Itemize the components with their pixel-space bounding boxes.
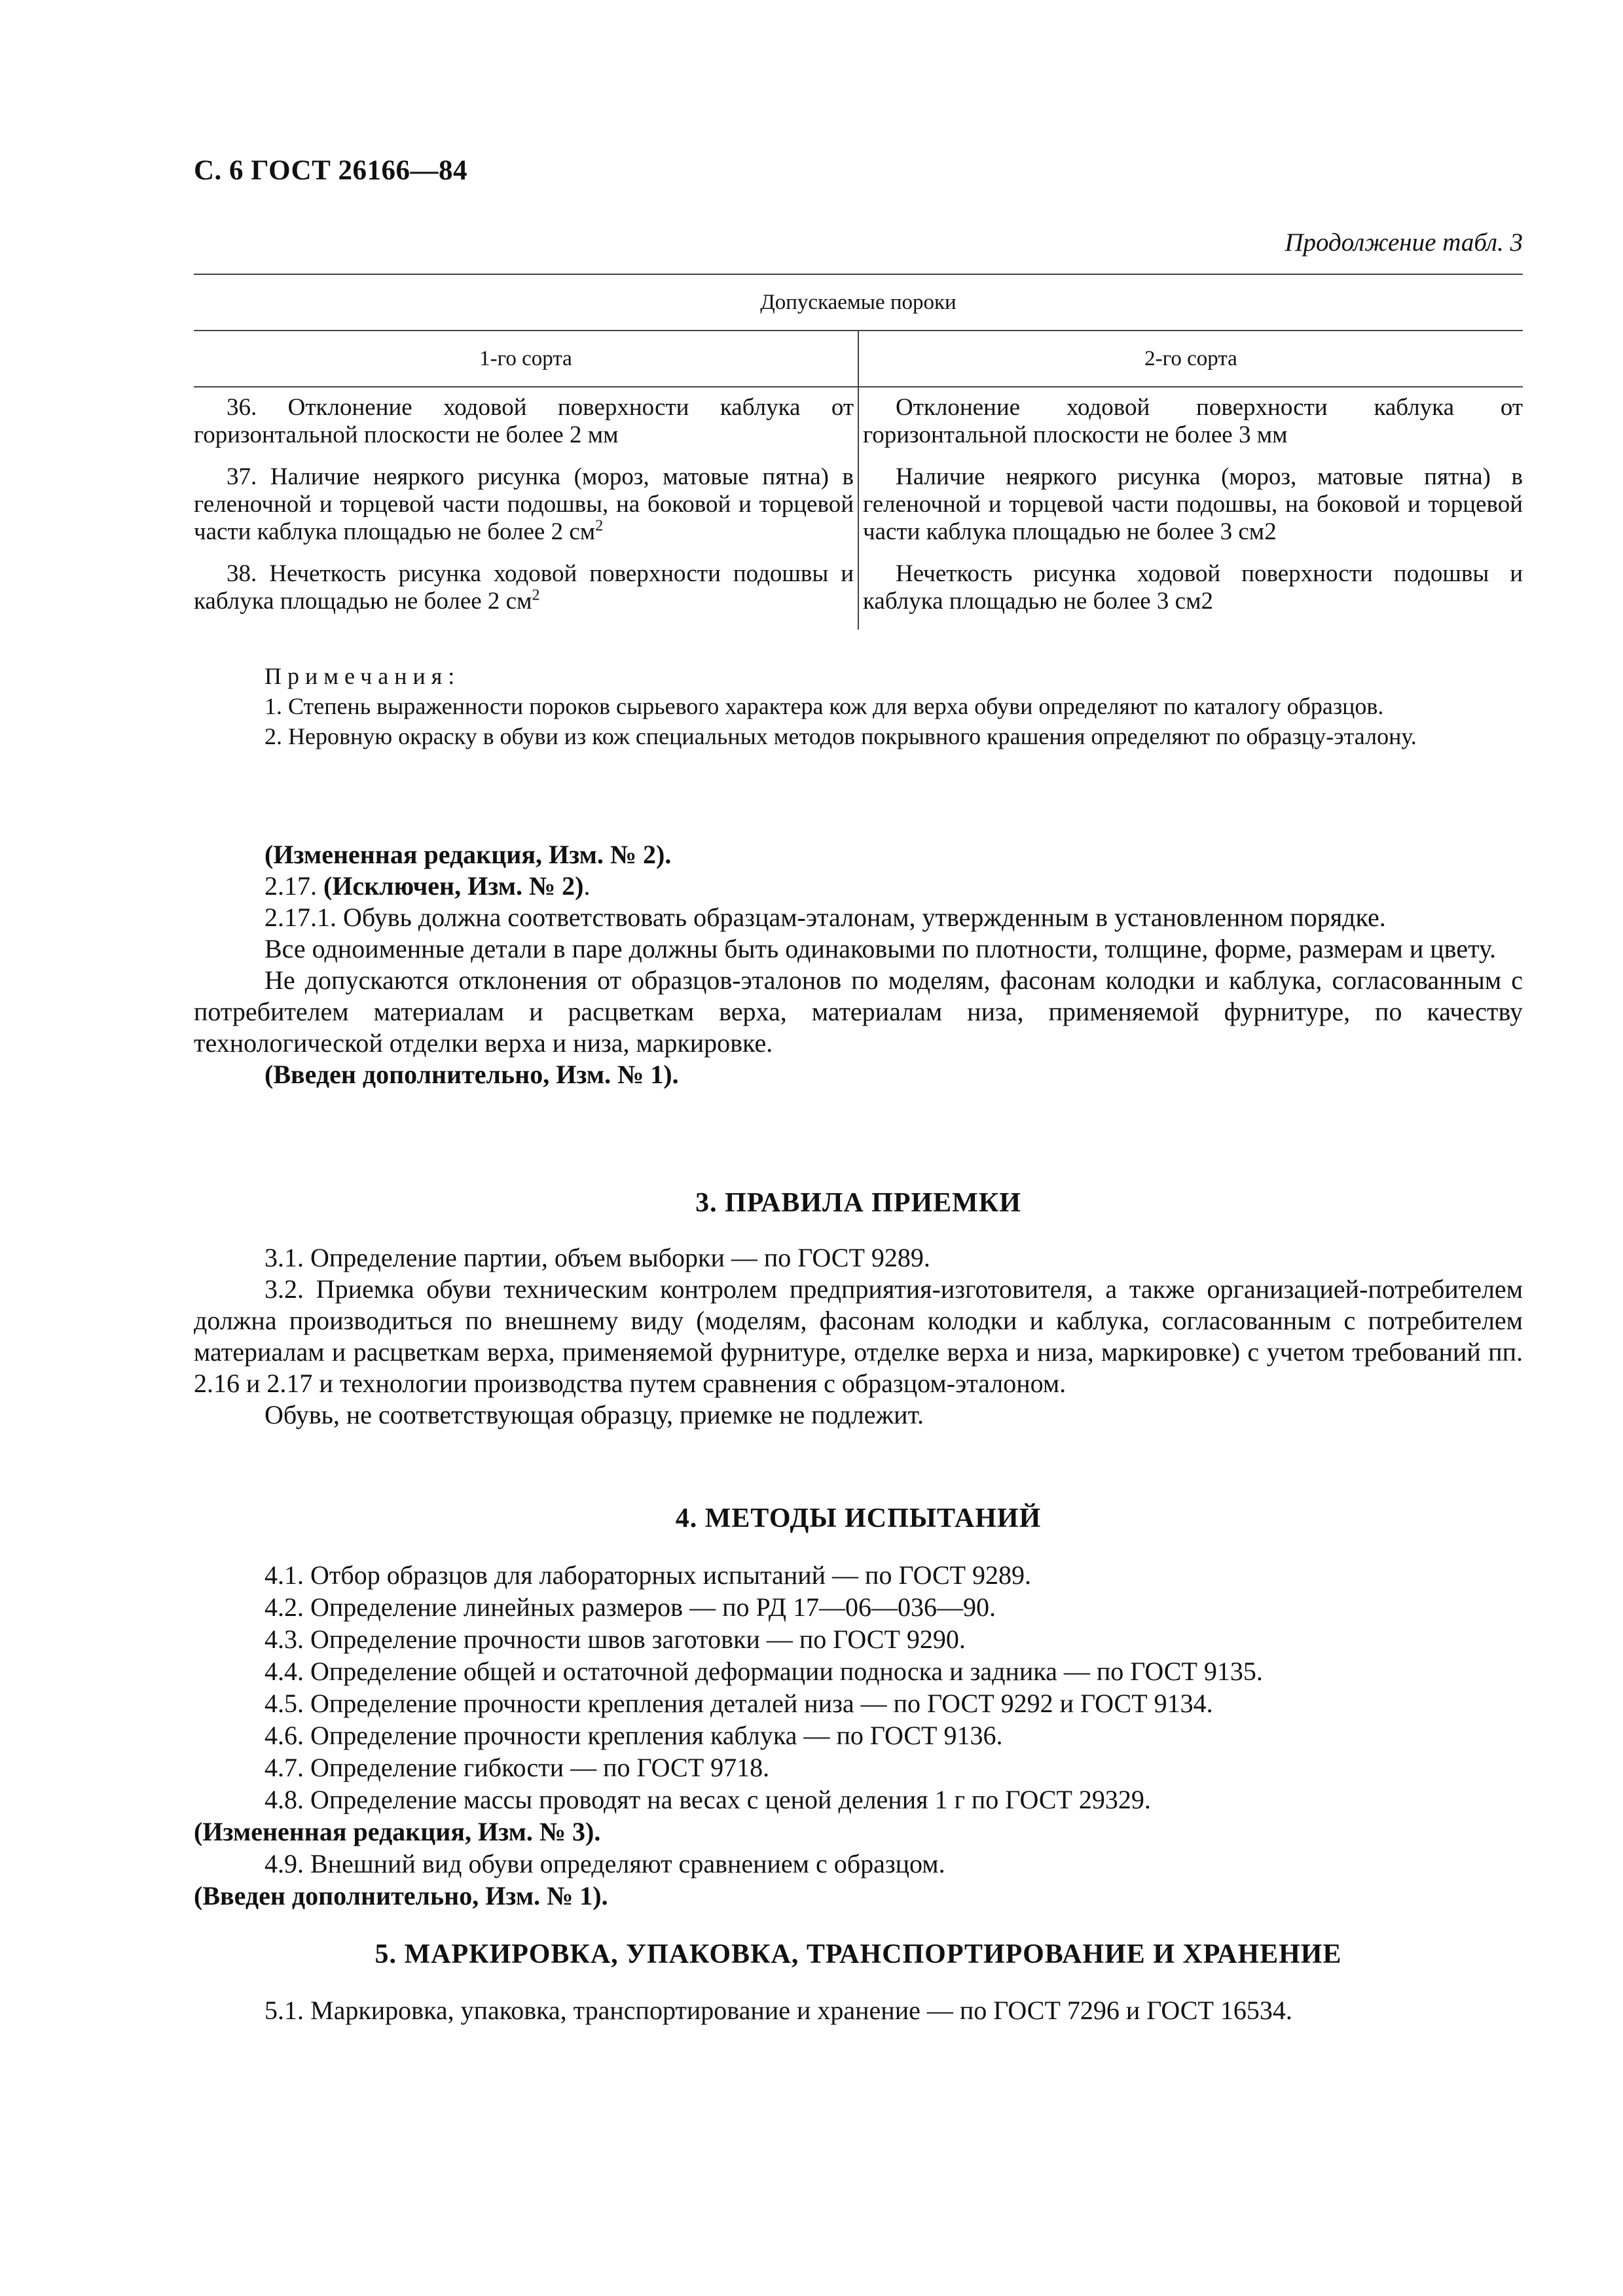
- table-group-header: Допускаемые пороки: [194, 274, 1523, 331]
- table-col1-header: 1-го сорта: [194, 331, 858, 387]
- list-item: 4.4. Определение общей и остаточной деформации подноска и задника — по ГОСТ 9135.: [264, 1657, 1263, 1686]
- paragraph-2-17-1: 2.17.1. Обувь должна соответствовать образцам-эталонам, утвержденным в установленном порядке.: [264, 903, 1386, 932]
- table-cell: [194, 560, 858, 630]
- note-item: 1. Степень выраженности пороков сырьевого характера кож для верха обуви определяют по каталогу образцов.: [264, 693, 1384, 719]
- page-header: С. 6 ГОСТ 26166—84: [194, 155, 468, 186]
- table-cell: Наличие неяркого рисунка (мороз, матовые пятна) в геленочной и торцевой части подошвы, на боковой и торцевой части каблука площадью не более 3 см2: [863, 463, 1523, 545]
- list-item: 4.5. Определение прочности крепления деталей низа — по ГОСТ 9292 и ГОСТ 9134.: [264, 1689, 1213, 1718]
- table-cell: Отклонение ходовой поверхности каблука от горизонтальной плоскости не более 3 мм: [863, 394, 1523, 448]
- note-item: 2. Неровную окраску в обуви из кож специальных методов покрывного крашения определяют по образцу-эталону.: [264, 723, 1417, 749]
- cell-text: 37. Наличие неяркого рисунка (мороз, матовые пятна) в геленочной и торцевой части подошвы, на боковой и торцевой части каблука площадью не более 2 см: [194, 463, 854, 545]
- section-5-body: [194, 1995, 1523, 2026]
- table-cell: Нечеткость рисунка ходовой поверхности подошвы и каблука площадью не более 3 см2: [863, 560, 1523, 615]
- paragraph-3-2: 3.2. Приемка обуви техническим контролем предприятия-изготовителя, а также организацией-потребителем должна производиться по внешнему виду (моделям, фасонам колодки и каблука, согласованным с потребителем материалам и расцветкам верха, применяемой фурнитуре, отделке верха и низа, маркировке) с учетом требований пп. 2.16 и 2.17 и технологии производства путем сравнения с образцом-эталоном.: [194, 1274, 1523, 1398]
- clause-tail: .: [583, 871, 591, 901]
- table-cell: 36. Отклонение ходовой поверхности каблука от горизонтальной плоскости не более 2 мм: [194, 387, 858, 463]
- clause-excluded: (Исключен, Изм. № 2): [323, 871, 584, 901]
- list-item: 4.1. Отбор образцов для лабораторных испытаний — по ГОСТ 9289.: [264, 1560, 1032, 1590]
- cell-text: 38. Нечеткость рисунка ходовой поверхности подошвы и каблука площадью не более 2 см: [194, 560, 854, 615]
- paragraph: Обувь, не соответствующая образцу, приемке не подлежит.: [264, 1400, 924, 1429]
- table-col2-header: 2-го сорта: [858, 331, 1523, 387]
- list-item: 4.9. Внешний вид обуви определяют сравнением с образцом.: [264, 1849, 945, 1878]
- paragraph-3-1: 3.1. Определение партии, объем выборки — по ГОСТ 9289.: [264, 1243, 930, 1272]
- list-item: 4.2. Определение линейных размеров — по РД 17—06—036—90.: [264, 1592, 996, 1622]
- section-5-title: 5. МАРКИРОВКА, УПАКОВКА, ТРАНСПОРТИРОВАНИЕ И ХРАНЕНИЕ: [374, 1939, 1342, 1969]
- amendment-note: (Измененная редакция, Изм. № 2).: [264, 840, 672, 869]
- paragraph-2-17: [194, 870, 1523, 902]
- notes-block: [194, 661, 1523, 751]
- paragraph: Все одноименные детали в паре должны быть одинаковыми по плотности, толщине, форме, размерам и цвету.: [264, 934, 1497, 963]
- list-item: 4.6. Определение прочности крепления каблука — по ГОСТ 9136.: [264, 1721, 1003, 1750]
- superscript: 2: [595, 517, 604, 535]
- amendment-note: (Измененная редакция, Изм. № 3).: [194, 1817, 601, 1846]
- table-row: [194, 387, 1523, 463]
- notes-title: Примечания:: [264, 663, 461, 689]
- table-cell: [194, 463, 858, 560]
- list-item: 4.8. Определение массы проводят на весах с ценой деления 1 г по ГОСТ 29329.: [264, 1785, 1151, 1814]
- section-2-continuation: [194, 839, 1523, 1090]
- section-3-title: 3. ПРАВИЛА ПРИЕМКИ: [695, 1188, 1021, 1218]
- list-item: 4.7. Определение гибкости — по ГОСТ 9718.: [264, 1753, 770, 1782]
- table-row: [194, 463, 1523, 560]
- amendment-note: (Введен дополнительно, Изм. № 1).: [194, 1881, 608, 1910]
- list-item: 4.3. Определение прочности швов заготовки — по ГОСТ 9290.: [264, 1624, 966, 1654]
- superscript: 2: [532, 586, 540, 604]
- section-4-body: [194, 1559, 1523, 1912]
- amendment-note: (Введен дополнительно, Изм. № 1).: [264, 1060, 679, 1089]
- section-3-body: [194, 1242, 1523, 1431]
- section-4-title: 4. МЕТОДЫ ИСПЫТАНИЙ: [675, 1503, 1042, 1534]
- paragraph-5-1: 5.1. Маркировка, упаковка, транспортирование и хранение — по ГОСТ 7296 и ГОСТ 16534.: [264, 1996, 1292, 2025]
- table-row: [194, 560, 1523, 630]
- table-caption: Продолжение табл. 3: [1285, 228, 1523, 257]
- paragraph: Не допускаются отклонения от образцов-эталонов по моделям, фасонам колодки и каблука, согласованным с потребителем материалам и расцветкам верха, материалам низа, применяемой фурнитуре, по качеству технологической отделки верха и низа, маркировке.: [194, 965, 1523, 1058]
- defects-table: [194, 274, 1523, 630]
- clause-number: 2.17.: [264, 871, 317, 901]
